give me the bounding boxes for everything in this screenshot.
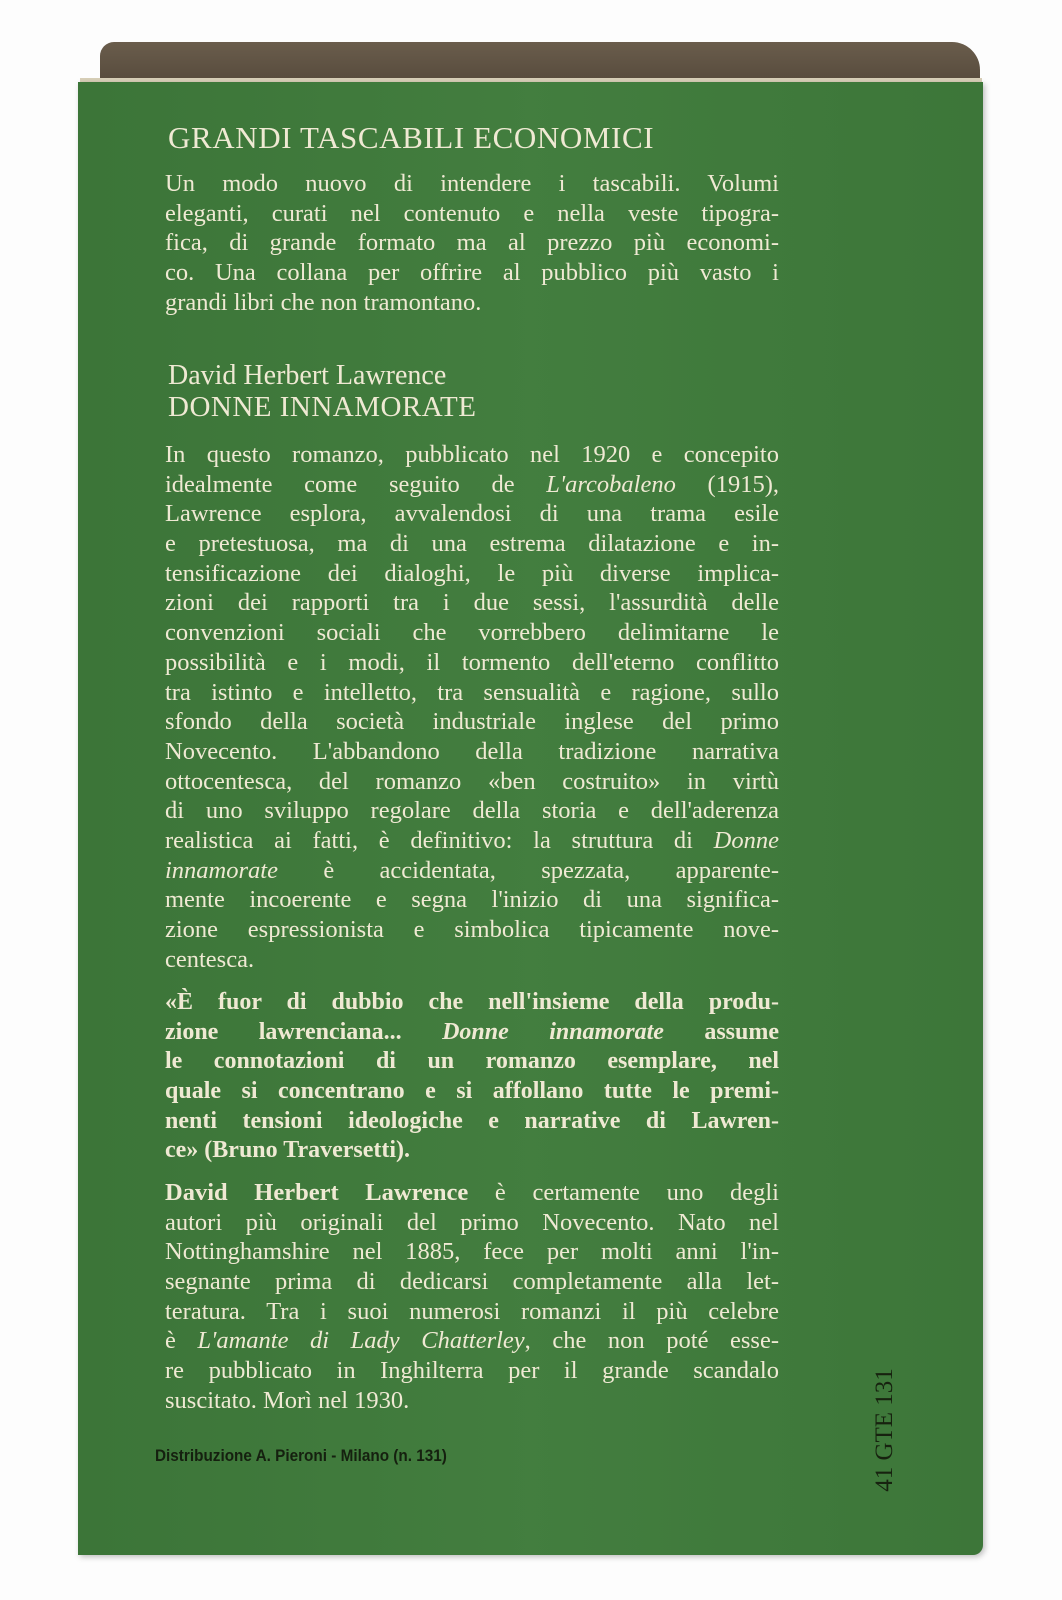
text-segment: è accidentata, spezzata, apparente- <box>277 856 779 884</box>
text-segment: David Herbert Lawrence <box>165 1179 469 1206</box>
text-line <box>165 737 779 767</box>
text-segment: è <box>165 1327 198 1355</box>
text-segment: L'arcobaleno <box>546 470 676 498</box>
text-segment: fica, di grande formato ma al prezzo più economi- <box>165 229 779 257</box>
text-line <box>165 1018 779 1048</box>
text-segment: Un modo nuovo di intendere i tascabili. Volumi <box>165 170 779 197</box>
text-line <box>165 470 779 500</box>
text-line <box>165 678 779 708</box>
text-line <box>165 1386 779 1416</box>
text-line <box>165 707 779 737</box>
text-segment: di uno sviluppo regolare della storia e dell'aderenza <box>165 797 779 825</box>
text-segment: le connotazioni di un romanzo esemplare, nel <box>165 1048 779 1075</box>
text-segment: zioni dei rapporti tra i due sessi, l'assurdità delle <box>165 589 779 617</box>
text-segment: centesca. <box>165 945 255 973</box>
text-segment: innamorate <box>165 856 278 884</box>
text-segment: tensificazione dei dialoghi, le più diverse implica- <box>165 559 779 587</box>
text-segment: , che non poté esse- <box>524 1327 779 1355</box>
text-segment: Donne innamorate <box>442 1018 664 1045</box>
critic-quote <box>165 988 779 1166</box>
text-line <box>165 1326 779 1356</box>
text-segment: zione lawrenciana... <box>165 1018 443 1045</box>
text-line <box>165 1267 779 1297</box>
text-line <box>165 767 779 797</box>
text-segment: ottocentesca, del romanzo «ben costruito» in virtù <box>165 767 779 795</box>
text-line <box>165 1297 779 1327</box>
text-line <box>165 618 779 648</box>
text-segment: Nottinghamshire nel 1885, fece per molti anni l'in- <box>165 1238 779 1266</box>
text-segment: Lawrence esplora, avvalendosi di una trama esile <box>165 500 779 528</box>
text-segment: tra istinto e intelletto, tra sensualità e ragione, sullo <box>165 678 779 706</box>
blurb-paragraph <box>165 440 779 974</box>
text-line <box>165 945 779 975</box>
book-author: David Herbert Lawrence <box>168 360 447 391</box>
text-line <box>165 1107 779 1137</box>
text-line <box>165 529 779 559</box>
text-segment: re pubblicato in Inghilterra per il grande scandalo <box>165 1357 779 1385</box>
text-line <box>165 1047 779 1077</box>
catalog-code: 41 GTE 131 <box>871 1368 898 1492</box>
text-line <box>165 856 779 886</box>
text-line <box>165 988 779 1018</box>
text-line <box>165 288 779 318</box>
text-line <box>165 1208 779 1238</box>
text-segment: mente incoerente e segna l'inizio di una significa- <box>165 886 779 914</box>
text-line <box>165 169 779 199</box>
text-line <box>165 915 779 945</box>
text-segment: nenti tensioni ideologiche e narrative di Lawren- <box>165 1107 779 1134</box>
series-heading: GRANDI TASCABILI ECONOMICI <box>168 120 655 155</box>
text-segment: realistica ai fatti, è definitivo: la struttura di <box>165 826 714 854</box>
text-segment: suscitato. Morì nel 1930. <box>165 1386 410 1414</box>
text-segment: Donne <box>713 826 779 854</box>
text-line <box>165 1077 779 1107</box>
text-line <box>165 559 779 589</box>
text-segment: co. Una collana per offrire al pubblico più vasto i <box>165 259 779 287</box>
series-description <box>165 169 779 317</box>
text-segment: ce» (Bruno Traversetti). <box>165 1137 411 1164</box>
distribution-footer: Distribuzione A. Pieroni - Milano (n. 131) <box>155 1446 447 1465</box>
text-segment: è certamente uno degli <box>468 1179 779 1206</box>
text-line <box>165 1136 779 1166</box>
text-segment: L'amante di Lady Chatterley <box>197 1327 525 1355</box>
text-segment: Novecento. L'abbandono della tradizione narrativa <box>165 737 779 765</box>
text-line <box>165 199 779 229</box>
text-line <box>165 228 779 258</box>
text-segment: eleganti, curati nel contenuto e nella veste tipogra- <box>165 199 779 227</box>
text-segment: e pretestuosa, ma di una estrema dilatazione e in- <box>165 530 779 558</box>
text-segment: convenzioni sociali che vorrebbero delimitarne le <box>165 619 779 647</box>
text-line <box>165 499 779 529</box>
text-line <box>165 826 779 856</box>
text-line <box>165 648 779 678</box>
text-segment: autori più originali del primo Novecento. Nato nel <box>165 1208 779 1236</box>
text-segment: assume <box>663 1018 779 1045</box>
text-segment: sfondo della società industriale inglese del primo <box>165 708 779 736</box>
text-line <box>165 1356 779 1386</box>
text-segment: «È fuor di dubbio che nell'insieme della produ- <box>165 989 779 1015</box>
text-segment: grandi libri che non tramontano. <box>165 288 482 316</box>
text-line <box>165 440 779 470</box>
text-line <box>165 796 779 826</box>
book-title: DONNE INNAMORATE <box>168 391 477 423</box>
text-line <box>165 1178 779 1208</box>
text-segment: zione espressionista e simbolica tipicamente nove- <box>165 916 779 943</box>
text-segment: In questo romanzo, pubblicato nel 1920 e concepito <box>165 441 779 468</box>
text-segment: possibilità e i modi, il tormento dell'eterno conflitto <box>165 648 779 676</box>
text-line <box>165 258 779 288</box>
text-segment: idealmente come seguito de <box>165 470 547 498</box>
text-segment: (1915), <box>675 470 779 498</box>
text-line <box>165 1237 779 1267</box>
text-segment: quale si concentrano e si affollano tutte le premi- <box>165 1078 779 1105</box>
author-bio <box>165 1178 779 1416</box>
text-segment: segnante prima di dedicarsi completamente alla let- <box>165 1268 779 1296</box>
text-line <box>165 885 779 915</box>
text-segment: teratura. Tra i suoi numerosi romanzi il più celebre <box>165 1297 779 1325</box>
text-line <box>165 588 779 618</box>
